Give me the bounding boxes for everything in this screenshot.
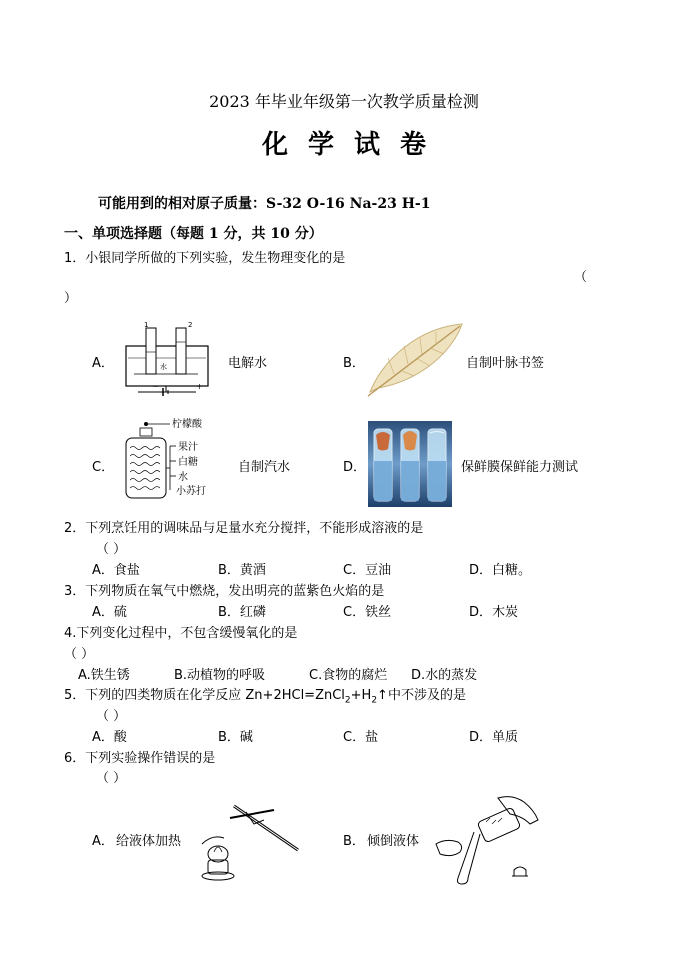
q3-stem: 3．下列物质在氧气中燃烧，发出明亮的蓝紫色火焰的是	[64, 584, 385, 599]
minus-label: −	[152, 382, 159, 391]
q5-option-b: B．碱	[218, 730, 253, 745]
q1-option-a-letter: A．	[92, 356, 114, 371]
tube-1-label: 1	[144, 321, 149, 329]
q4-option-b: B.动植物的呼吸	[174, 668, 266, 683]
q6-option-a-letter: A．	[92, 834, 114, 849]
q4-option-d: D.水的蒸发	[411, 668, 478, 683]
q1-option-a-label: 电解水	[228, 356, 268, 371]
q2-option-b: B．黄酒	[218, 563, 266, 578]
q3-option-b: B．红磷	[218, 605, 266, 620]
q5-option-d: D．单质	[469, 730, 519, 745]
plus-label: +	[196, 382, 203, 391]
tube-2-label: 2	[188, 321, 193, 329]
electrolysis-apparatus-figure	[120, 318, 220, 398]
baking-soda-label: 小苏打	[176, 486, 206, 497]
atomic-masses: 可能用到的相对原子质量：S-32 O-16 Na-23 H-1	[98, 196, 431, 212]
q6-option-b-label: 倾倒液体	[367, 834, 420, 849]
q5-option-a: A．酸	[92, 730, 127, 745]
q5-paren: （ ）	[96, 709, 127, 724]
pouring-liquid-figure	[428, 792, 544, 888]
water-label: 水	[160, 363, 167, 371]
q4-stem: 4.下列变化过程中，不包含缓慢氧化的是	[64, 626, 298, 641]
q1-stem: 1．小银同学所做的下列实验，发生物理变化的是	[64, 251, 346, 266]
q4-paren: （ ）	[64, 647, 95, 662]
juice-label: 果汁	[178, 442, 198, 453]
cling-film-test-photo	[368, 421, 452, 507]
q1-option-c-letter: C．	[92, 460, 115, 475]
heating-liquid-figure	[194, 798, 304, 882]
sugar-label: 白糖	[178, 457, 198, 468]
q2-option-c: C．豆油	[343, 563, 392, 578]
citric-acid-label: 柠檬酸	[172, 419, 202, 430]
q1-option-d-letter: D．	[343, 460, 367, 475]
q2-paren: （ ）	[96, 542, 127, 557]
q5-option-c: C．盐	[343, 730, 379, 745]
homemade-soda-figure	[120, 416, 230, 502]
q4-option-a: A.铁生锈	[78, 668, 130, 683]
subject-title: 化学试卷	[261, 130, 446, 160]
q6-option-b-letter: B．	[343, 834, 365, 849]
q1-paren-close: ）	[64, 291, 78, 306]
q6-stem: 6．下列实验操作错误的是	[64, 751, 216, 766]
q2-option-d: D．白糖。	[469, 563, 532, 578]
q4-option-c: C.食物的腐烂	[309, 668, 388, 683]
q1-option-d-label: 保鲜膜保鲜能力测试	[461, 460, 579, 475]
q1-option-b-label: 自制叶脉书签	[466, 356, 545, 371]
q2-option-a: A．食盐	[92, 563, 140, 578]
q6-paren: （ ）	[96, 771, 127, 786]
q1-option-b-letter: B．	[343, 356, 365, 371]
q3-option-c: C．铁丝	[343, 605, 392, 620]
q1-option-c-label: 自制汽水	[238, 460, 291, 475]
q3-option-a: A．硫	[92, 605, 127, 620]
leaf-vein-bookmark-figure	[364, 318, 466, 398]
exam-title: 2023 年毕业年级第一次教学质量检测	[209, 92, 479, 111]
q5-stem: 5．下列的四类物质在化学反应 $Zn+2HCl=ZnCl_2+H_2↑$中不涉及的是	[64, 688, 466, 706]
water-ingredient-label: 水	[178, 472, 188, 483]
q6-option-a-label: 给液体加热	[116, 834, 182, 849]
q1-paren-open: （	[574, 270, 588, 285]
q3-option-d: D．木炭	[469, 605, 519, 620]
q2-stem: 2．下列烹饪用的调味品与足量水充分搅拌，不能形成溶液的是	[64, 521, 424, 536]
section-title: 一、单项选择题（每题 1 分，共 10 分）	[64, 226, 323, 242]
